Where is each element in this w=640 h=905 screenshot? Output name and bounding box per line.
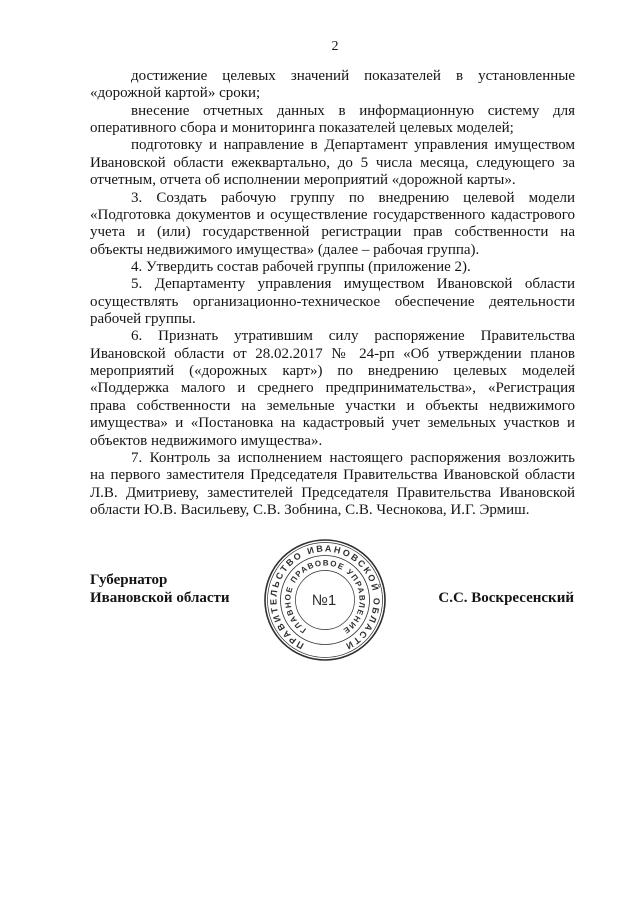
document-body (90, 68, 575, 519)
text-line: 6. Признать утратившим силу распоряжение Правительства (131, 328, 575, 345)
clause-quarterly-report-item (90, 137, 575, 189)
signatory-position-region: Ивановской области (90, 590, 230, 606)
text-line: Ивановской области от 28.02.2017 № 24-рп «Об утверждении планов (90, 345, 575, 362)
clause-5-department-support (90, 276, 575, 328)
text-line: рабочей группы. (90, 311, 196, 328)
text-line: 5. Департаменту управления имуществом Ивановской области (131, 276, 575, 293)
text-line: объектов недвижимого имущества». (90, 432, 323, 449)
clause-7-oversight (90, 450, 575, 519)
text-line: 7. Контроль за исполнением настоящего распоряжения возложить (131, 449, 575, 466)
text-line: имущества» и «Постановка на кадастровый учет земельных участков и (90, 415, 575, 432)
clause-deadlines-item (90, 68, 575, 103)
text-line: области Ю.В. Васильеву, С.В. Зобнина, С.В. Чеснокова, И.Г. Эрмиш. (90, 501, 530, 518)
text-line: достижение целевых значений показателей в установленные (131, 68, 575, 84)
seal-outer-ring-text: ПРАВИТЕЛЬСТВО ИВАНОВСКОЙ ОБЛАСТИ (268, 543, 382, 652)
text-line: на первого заместителя Председателя Правительства Ивановской области (90, 467, 575, 484)
seal-inner-ring-text: ГЛАВНОЕ ПРАВОВОЕ УПРАВЛЕНИЕ (283, 558, 367, 636)
signatory-position-title: Губернатор (90, 572, 168, 588)
page-number: 2 (331, 39, 339, 54)
text-line: Л.В. Дмитриеву, заместителей Председателя Правительства Ивановской (90, 484, 575, 501)
text-line: учета и (или) государственной регистрации прав собственности на (90, 224, 575, 241)
clause-4-approve-composition (90, 259, 575, 276)
text-line: оперативного сбора и мониторинга показателей целевых моделей; (90, 120, 514, 137)
text-line: объекты недвижимого имущества» (далее – рабочая группа). (90, 241, 480, 258)
text-line: подготовку и направление в Департамент управления имуществом (131, 137, 575, 154)
text-line: «дорожной картой» сроки; (90, 85, 261, 102)
signatory-position (90, 571, 230, 607)
text-line: внесение отчетных данных в информационную систему для (131, 102, 575, 119)
text-line: осуществлять организационно-техническое обеспечение деятельности (90, 293, 575, 310)
text-line: 3. Создать рабочую группу по внедрению целевой модели (131, 189, 575, 206)
round-seal-stamp (263, 538, 387, 662)
text-line: «Поддержка малого и среднего предпринимательства», «Регистрация (90, 380, 575, 397)
text-line: 4. Утвердить состав рабочей группы (приложение 2). (131, 258, 471, 275)
text-line: права собственности на земельные участки и объекты недвижимого (90, 397, 575, 414)
signatory-name: С.С. Воскресенский (438, 590, 574, 606)
clause-6-repeal-order (90, 328, 575, 450)
clause-data-entry-item (90, 103, 575, 138)
text-line: Ивановской области ежеквартально, до 5 числа месяца, следующего за (90, 154, 575, 171)
clause-3-working-group (90, 190, 575, 259)
text-line: мероприятий («дорожных карт») по внедрению целевых моделей (90, 363, 575, 380)
seal-center-number: №1 (311, 592, 337, 609)
text-line: отчетным, отчета об исполнении мероприятий «дорожной карты». (90, 172, 516, 189)
text-line: «Подготовка документов и осуществление государственного кадастрового (90, 206, 575, 223)
